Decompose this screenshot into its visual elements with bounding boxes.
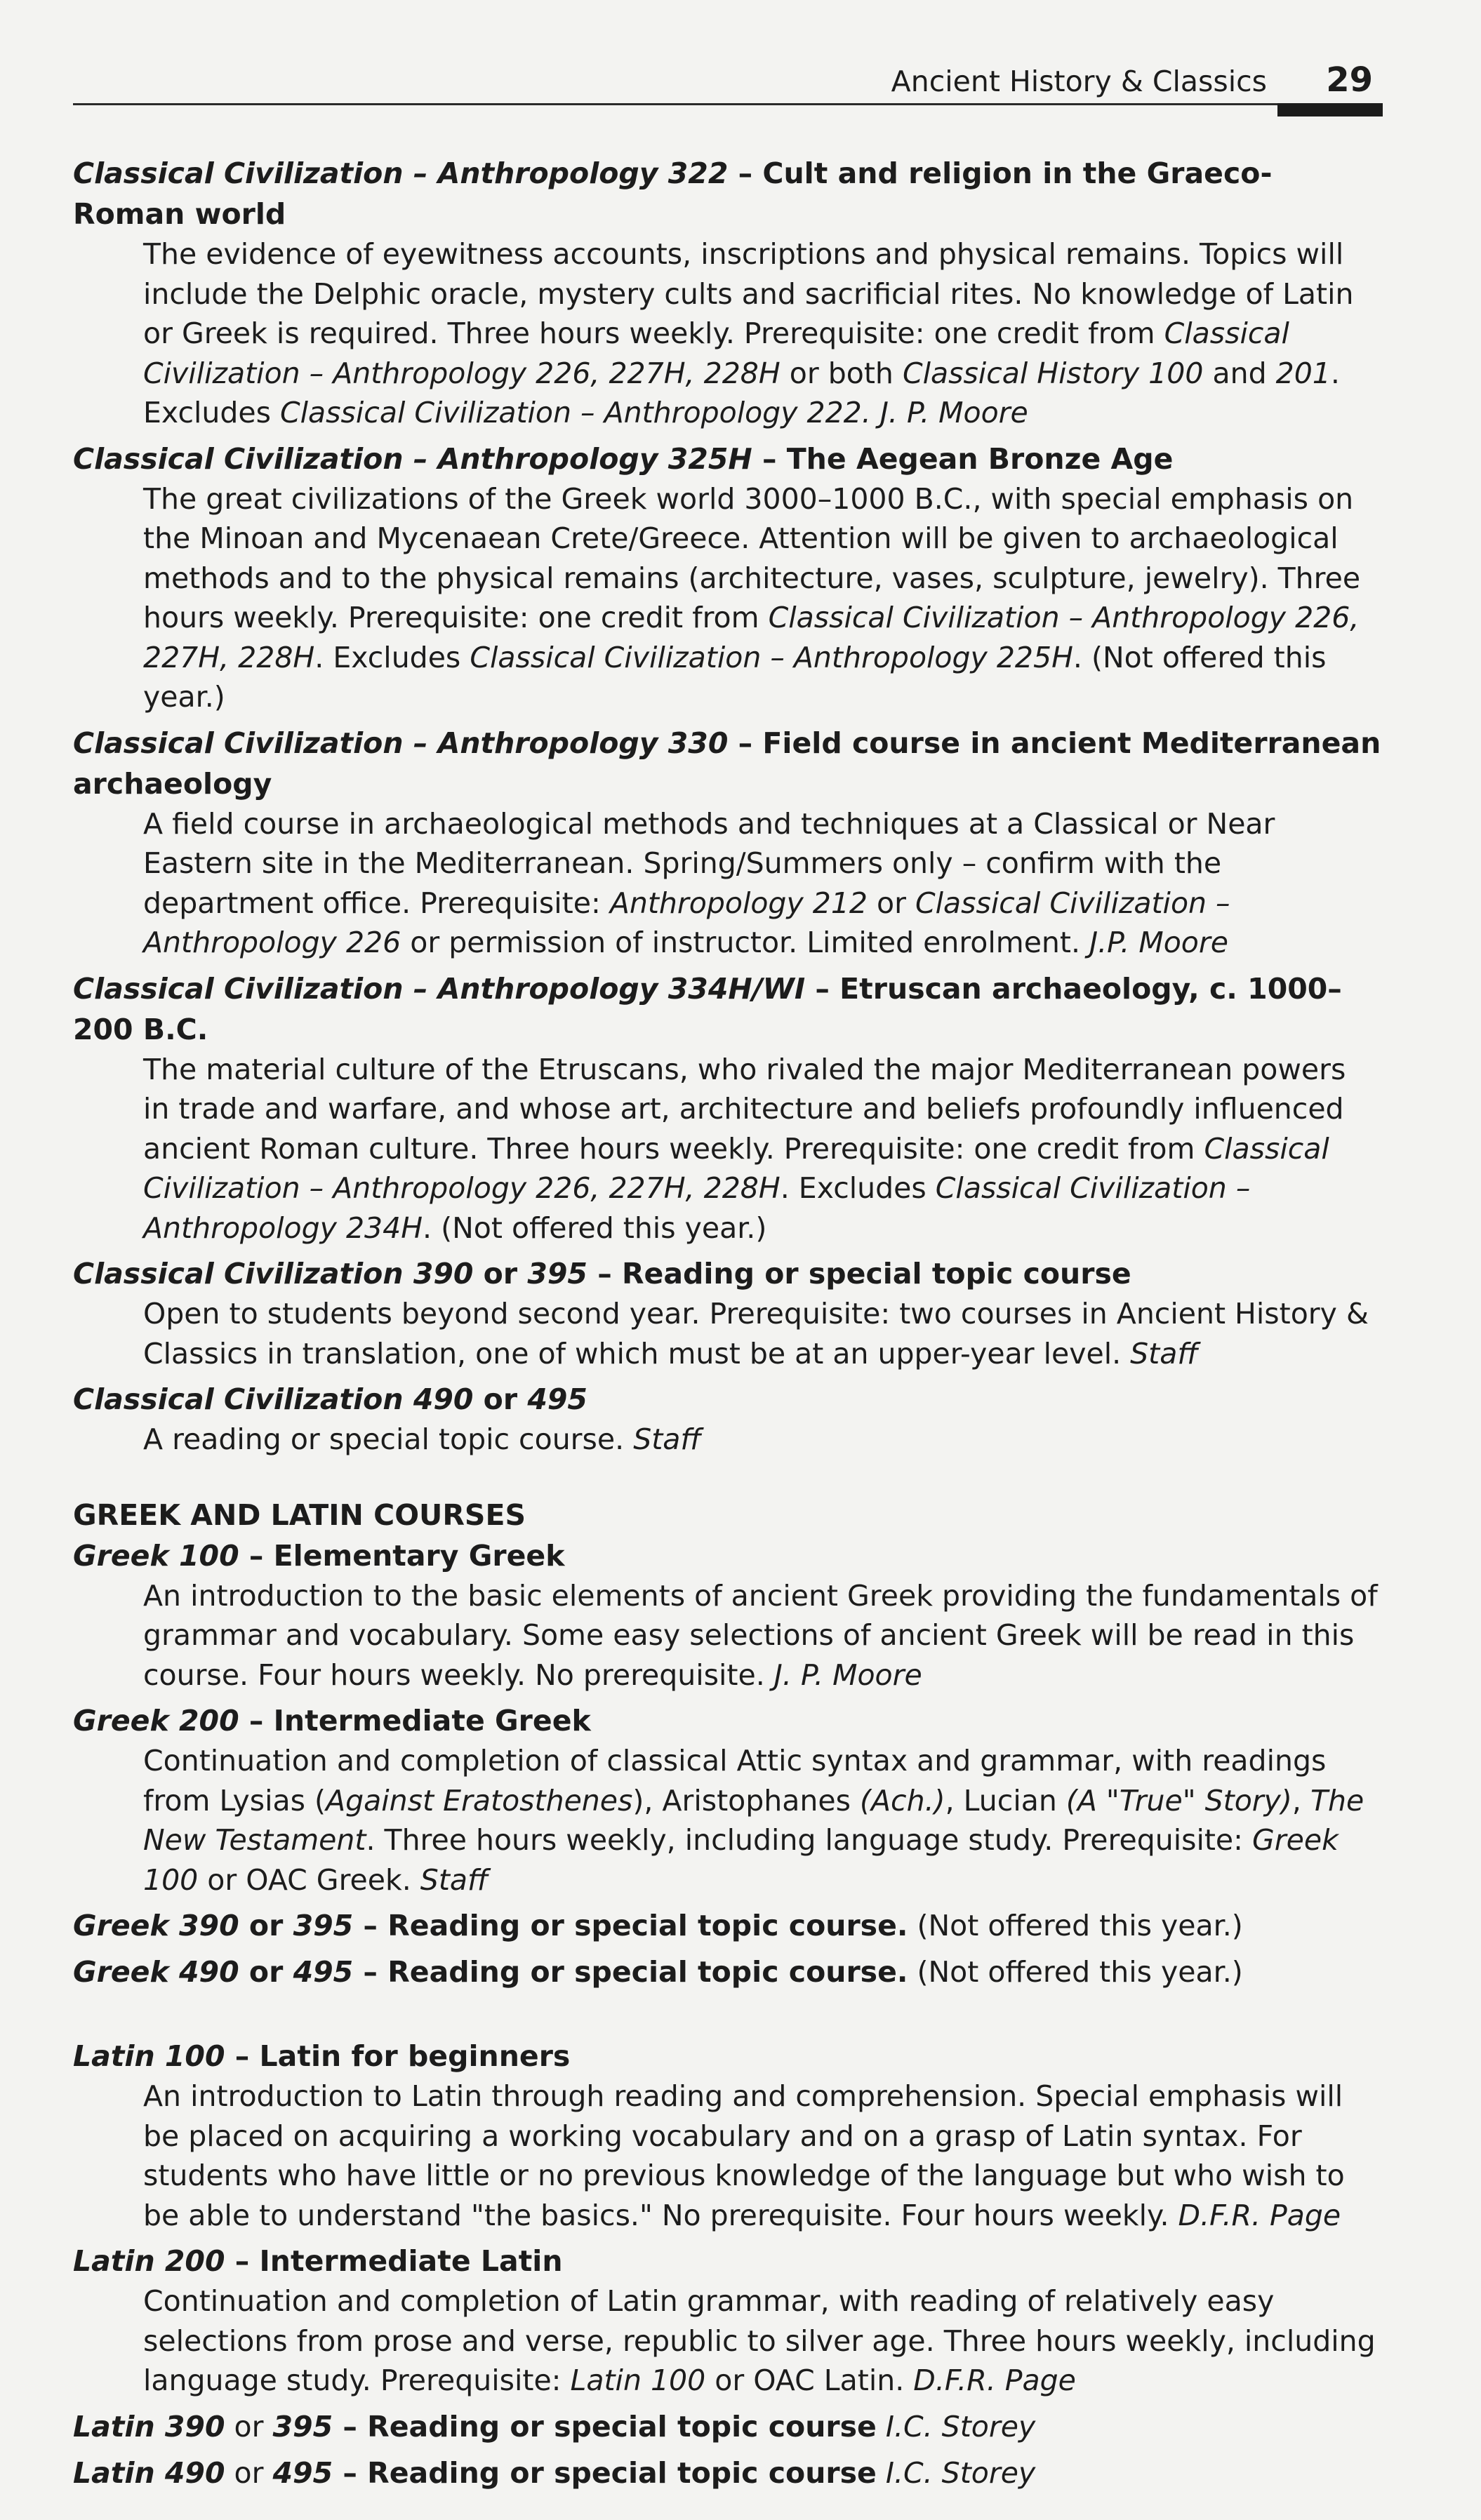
text-run: The New Testament [143,1783,1364,1857]
course-entry [73,2241,1383,2401]
page-number: 29 [1326,60,1373,100]
text-run: The material culture of the Etruscans, who rivaled the major Mediterranean powers in trade and warfare, and whose art, architecture and beliefs profoundly influenced ancient Roman culture. Three hours weekly. Prerequisite: one credit from [143,1052,1346,1166]
text-run: – Reading or special topic course. [353,1909,908,1942]
text-run: . Excludes [143,356,1340,429]
text-run: . (Not offered this year.) [143,640,1327,714]
text-run: Greek 200 [73,1704,239,1738]
text-run: or [239,1909,293,1942]
section-spacer [73,1998,1383,2036]
text-run: Greek 100 [143,1823,1339,1897]
text-run: . Three hours weekly, including language study. Prerequisite: [366,1823,1253,1857]
text-run: (Not offered this year.) [908,1909,1243,1942]
text-run: or OAC Greek. [198,1862,420,1897]
course-entry [73,2453,1383,2493]
text-run: The great civilizations of the Greek world 3000–1000 B.C., with special emphasis on the Minoan and Mycenaean Crete/Greece. Attention will be given to archaeological methods and to the physical remains (architecture, vases, sculpture, jewelry). Three hours weekly. Prerequisite: one credit from [143,481,1361,634]
course-entry [73,1535,1383,1695]
course-entry [73,2406,1383,2447]
text-run: or both [780,356,903,390]
text-run: Anthropology 212 [609,886,868,920]
page-header [73,51,1383,105]
latin-courses [73,2036,1383,2493]
text-run: Staff [1130,1336,1198,1371]
course-description [73,479,1383,717]
text-run: 495 [527,1382,587,1416]
course-entry [73,968,1383,1248]
course-title [73,1700,1383,1741]
course-entry [73,1905,1383,1946]
text-run: An introduction to the basic elements of ancient Greek providing the fundamentals of grammar and vocabulary. Some easy selections of ancient Greek will be read in this course. Four hours weekly. No prerequisite. [143,1578,1378,1692]
text-run: – Intermediate Latin [225,2244,563,2278]
text-run: – Latin for beginners [225,2039,571,2073]
course-title [73,2036,1383,2076]
text-run: D.F.R. Page [913,2364,1076,2397]
course-entry [73,1952,1383,1992]
text-run: (Not offered this year.) [908,1955,1243,1989]
course-title [73,2241,1383,2281]
course-description [73,804,1383,963]
text-run: (Ach.) [860,1783,945,1818]
course-title [73,968,1383,1050]
text-run: Latin 390 [73,2409,225,2444]
civ-courses [73,153,1383,1460]
course-title [73,2406,1383,2447]
text-run: 495 [272,2455,333,2490]
text-run: or [473,1257,528,1291]
course-title [73,1952,1383,1992]
text-run: A field course in archaeological methods and techniques at a Classical or Near Eastern site in the Mediterranean. Spring/Summers only – confirm with the department office. Prerequisite: [143,806,1275,920]
text-run: 395 [527,1257,587,1291]
text-run: 395 [272,2409,333,2444]
course-title [73,1253,1383,1294]
text-run: or [473,1382,528,1416]
text-run: An introduction to Latin through reading and comprehension. Special emphasis will be placed on acquiring a working vocabulary and on a grasp of Latin syntax. For students who have little or no previous knowledge of the language but who wish to be able to understand "the basics." No prerequisite. Four hours weekly. [143,2079,1345,2232]
text-run: or permission of instructor. Limited enrolment. [401,926,1090,959]
text-run: A reading or special topic course. [143,1422,634,1456]
course-description [73,1294,1383,1373]
text-run: Staff [420,1862,489,1897]
text-run: , Lucian [945,1783,1066,1818]
text-run: Classical Civilization – Anthropology 222. J. P. Moore [280,396,1028,429]
text-run: Classical Civilization – Anthropology 330 [73,726,729,760]
course-title [73,1535,1383,1576]
text-run: and [1203,356,1276,390]
text-run: I.C. Storey [876,2409,1036,2444]
course-title [73,1379,1383,1420]
course-entry [73,1253,1383,1373]
text-run: or [225,2455,273,2490]
text-run: – Etruscan archaeology, c. 1000–200 B.C. [73,971,1342,1046]
course-title [73,723,1383,804]
text-run: – Elementary Greek [239,1538,565,1573]
text-run: J. P. Moore [773,1658,922,1692]
course-entry [73,723,1383,963]
text-run: Classical Civilization – Anthropology 226, 227H, 228H [143,316,1289,390]
course-title [73,1905,1383,1946]
text-run: D.F.R. Page [1178,2198,1341,2232]
text-run: Latin 100 [73,2039,225,2073]
text-run: Classical Civilization 490 [73,1382,474,1416]
text-run: or [239,1955,293,1989]
text-run: The evidence of eyewitness accounts, inscriptions and physical remains. Topics will include the Delphic oracle, mystery cults and sacrificial rites. No knowledge of Latin or Greek is required. Three hours weekly. Prerequisite: one credit from [143,237,1354,350]
text-run: 395 [293,1909,354,1942]
text-run: or OAC Latin. [705,2364,914,2397]
text-run: . (Not offered this year.) [423,1211,767,1245]
course-description [73,1741,1383,1900]
text-run: , [1291,1783,1310,1818]
course-description [73,2281,1383,2401]
text-run: – Reading or special topic course [333,2409,877,2444]
header-tab-mark [1277,103,1383,116]
text-run: Classical Civilization 390 [73,1257,474,1291]
text-run: – Reading or special topic course. [353,1955,908,1989]
course-title [73,439,1383,479]
running-header: Ancient History & Classics [891,65,1267,98]
text-run: 495 [293,1955,354,1989]
text-run: Classical Civilization – Anthropology 226, 227H, 228H [143,1131,1329,1205]
course-entry [73,1700,1383,1900]
course-description [73,234,1383,433]
section-heading: GREEK AND LATIN COURSES [73,1498,526,1532]
text-run: Staff [633,1422,702,1456]
text-run: Classical Civilization – Anthropology 226 [143,886,1230,959]
text-run: I.C. Storey [876,2455,1036,2490]
course-description [73,1050,1383,1248]
text-run: J.P. Moore [1089,926,1228,959]
text-run: Classical Civilization – Anthropology 322 [73,156,729,190]
course-description [73,1420,1383,1460]
course-listing [73,153,1383,2493]
course-entry [73,439,1383,717]
text-run: – Intermediate Greek [239,1704,591,1738]
course-entry [73,153,1383,433]
text-run: – Reading or special topic course [587,1257,1131,1291]
text-run: – Reading or special topic course [333,2455,877,2490]
text-run: . Excludes [780,1171,936,1205]
text-run: Classical Civilization – Anthropology 226, 227H, 228H [143,601,1360,674]
text-run: Classical Civilization – Anthropology 234H [143,1171,1251,1245]
text-run: Latin 490 [73,2455,225,2490]
greek-courses [73,1535,1383,1993]
course-description [73,1576,1383,1695]
text-run: – The Aegean Bronze Age [752,441,1174,476]
course-title [73,153,1383,234]
course-description [73,2076,1383,2235]
text-run: Latin 200 [73,2244,225,2278]
text-run: Latin 100 [570,2364,706,2397]
text-run: Classical History 100 [902,356,1204,390]
text-run: Continuation and completion of classical Attic syntax and grammar, with readings from Lysias ( [143,1744,1327,1818]
course-title [73,2453,1383,2493]
text-run: Against Eratosthenes [326,1783,633,1818]
text-run: Greek 490 [73,1955,239,1989]
text-run: Classical Civilization – Anthropology 325H [73,441,752,476]
text-run: Classical Civilization – Anthropology 225H [470,640,1073,674]
header-rule [73,103,1383,105]
text-run: ), Aristophanes [632,1783,860,1818]
text-run: Continuation and completion of Latin grammar, with reading of relatively easy selections from prose and verse, republic to silver age. Three hours weekly, including language study. Prerequisite: [143,2284,1376,2397]
text-run: Classical Civilization – Anthropology 334H/WI [73,971,806,1006]
text-run: or [868,886,916,920]
text-run: Greek 100 [73,1538,239,1573]
text-run: – Field course in ancient Mediterranean archaeology [73,726,1381,801]
text-run: Open to students beyond second year. Prerequisite: two courses in Ancient History & Classics in translation, one of which must be at an upper-year level. [143,1297,1369,1371]
text-run: Greek 390 [73,1909,239,1942]
course-entry [73,2036,1383,2235]
text-run: (A "True" Story) [1065,1783,1292,1818]
text-run: . Excludes [314,640,470,674]
text-run: or [225,2409,273,2444]
text-run: – Cult and religion in the Graeco-Roman world [73,156,1273,231]
text-run: 201 [1275,356,1331,390]
course-entry [73,1379,1383,1460]
